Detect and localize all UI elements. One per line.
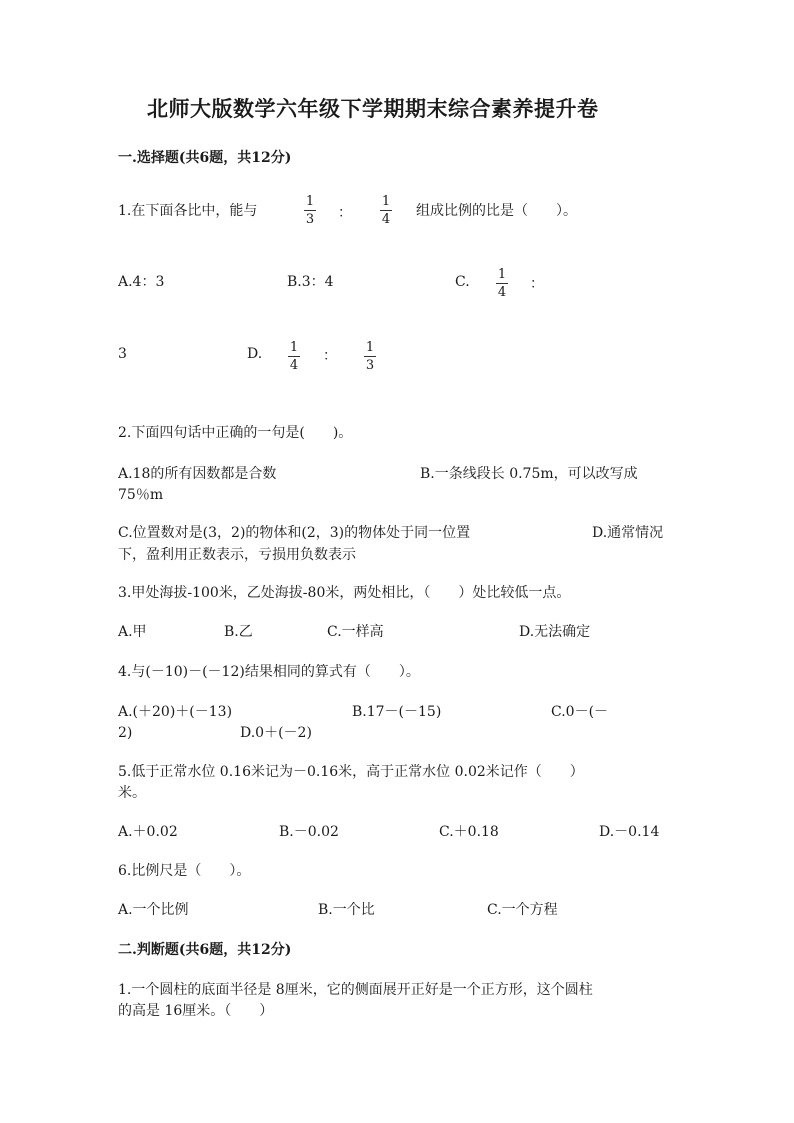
question-5-option-c: C.＋0.18	[439, 824, 499, 840]
fraction-numerator: 1	[497, 267, 507, 282]
fraction-bar	[496, 283, 508, 284]
question-2-option-d-line2: 下，盈利用正数表示，亏损用负数表示	[118, 547, 356, 563]
question-4-option-c-line1: C.0－(－	[551, 704, 609, 720]
question-6-stem: 6.比例尺是（ ）。	[118, 863, 251, 879]
question-3-option-a: A.甲	[118, 624, 147, 640]
question-2-option-b-line2: 75％m	[118, 487, 164, 503]
fraction-numerator: 1	[289, 340, 299, 355]
fraction-denominator: 4	[497, 285, 507, 300]
question-2-stem: 2.下面四句话中正确的一句是( )。	[118, 425, 353, 441]
fraction-bar	[364, 356, 376, 357]
question-1-option-d-label: D.	[247, 346, 263, 362]
section-heading-choice: 一.选择题(共6题，共12分)	[118, 150, 292, 166]
question-3-option-c: C.一样高	[327, 624, 384, 640]
question-3-stem: 3.甲处海拔-100米，乙处海拔-80米，两处相比，（ ）处比较低一点。	[118, 585, 571, 601]
question-1-option-c-tail: 3	[118, 346, 127, 362]
question-1-colon: ：	[338, 205, 352, 221]
question-3-option-d: D.无法确定	[519, 624, 591, 640]
question-6-option-b: B.一个比	[318, 902, 375, 918]
question-3-option-b: B.乙	[224, 624, 253, 640]
section-heading-judgement: 二.判断题(共6题，共12分)	[118, 942, 292, 958]
question-6-option-a: A.一个比例	[118, 902, 189, 918]
question-1-fraction-1	[302, 194, 318, 227]
fraction-numerator: 1	[365, 340, 375, 355]
question-5-option-d: D.－0.14	[599, 824, 660, 840]
question-4-option-d: D.0＋(－2)	[240, 725, 312, 741]
fraction-denominator: 4	[381, 212, 391, 227]
question-1-fraction-2	[378, 194, 394, 227]
question-1-option-d-fraction-2	[362, 340, 378, 373]
question-2-option-b-line1: B.一条线段长 0.75m，可以改写成	[420, 466, 638, 482]
question-4-option-b: B.17－(－15)	[352, 704, 442, 720]
question-2-option-c: C.位置数对是(3，2)的物体和(2，3)的物体处于同一位置	[118, 525, 471, 541]
judgement-1-line2: 的高是 16厘米。（ ）	[118, 1003, 274, 1019]
question-2-option-a: A.18的所有因数都是合数	[118, 466, 277, 482]
page-title: 北师大版数学六年级下学期期末综合素养提升卷	[147, 96, 599, 121]
fraction-bar	[304, 210, 316, 211]
fraction-bar	[380, 210, 392, 211]
question-5-stem-line2: 米。	[118, 785, 146, 801]
question-1-option-d-colon: ：	[323, 348, 337, 364]
question-1-stem-start: 1.在下面各比中，能与	[118, 203, 258, 219]
question-4-option-c-line2: 2)	[118, 725, 133, 741]
question-5-option-b: B.－0.02	[279, 824, 339, 840]
question-1-option-c-colon: ：	[530, 276, 544, 292]
question-6-option-c: C.一个方程	[487, 902, 558, 918]
question-4-stem: 4.与(－10)－(－12)结果相同的算式有（ ）。	[118, 664, 420, 680]
fraction-numerator: 1	[305, 194, 315, 209]
fraction-denominator: 3	[305, 212, 315, 227]
question-1-option-c-label: C.	[455, 274, 470, 290]
judgement-1-line1: 1.一个圆柱的底面半径是 8厘米，它的侧面展开正好是一个正方形，这个圆柱	[118, 982, 593, 998]
question-2-option-d-line1: D.通常情况	[592, 525, 664, 541]
fraction-denominator: 4	[289, 358, 299, 373]
fraction-denominator: 3	[365, 358, 375, 373]
question-5-stem-line1: 5.低于正常水位 0.16米记为－0.16米，高于正常水位 0.02米记作（ ）	[118, 764, 584, 780]
question-1-option-b: B.3：4	[287, 274, 334, 290]
question-5-option-a: A.＋0.02	[118, 824, 178, 840]
question-1-stem-end: 组成比例的比是（ ）。	[416, 203, 577, 219]
fraction-bar	[288, 356, 300, 357]
question-1-option-a: A.4：3	[118, 274, 165, 290]
question-1-option-d-fraction-1	[286, 340, 302, 373]
question-4-option-a: A.(＋20)＋(－13)	[118, 704, 233, 720]
question-1-option-c-fraction	[494, 267, 510, 300]
fraction-numerator: 1	[381, 194, 391, 209]
